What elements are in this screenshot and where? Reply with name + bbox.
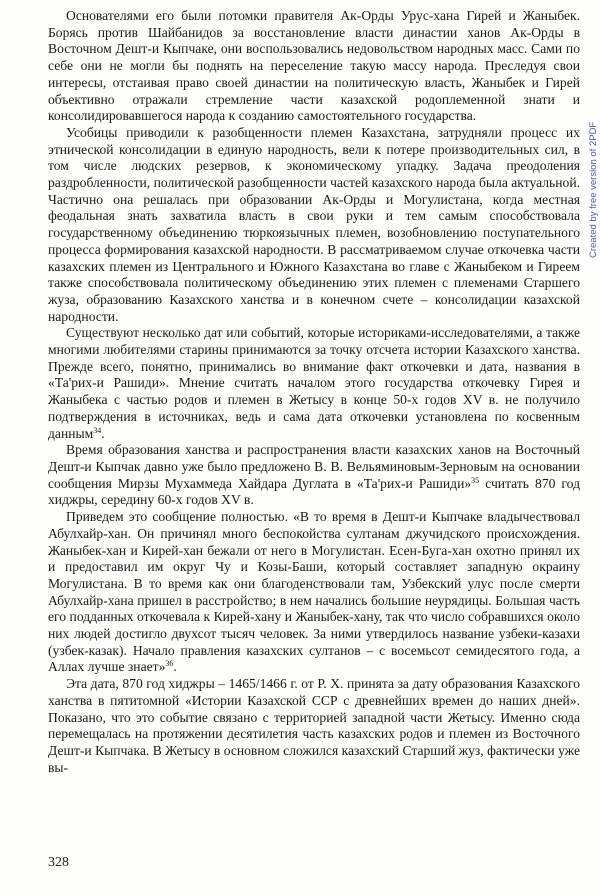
footnote-ref-36: 36 bbox=[165, 659, 174, 669]
footnote-ref-34: 34 bbox=[93, 425, 102, 435]
footnote-ref-35: 35 bbox=[471, 475, 480, 485]
paragraph-5-text: Приведем это сообщение полностью. «В то время в Дешт-и Кыпчаке владычествовал Абулхайр-хан. Он причинял много беспокойства султанам джучидского происхождения. Жаныбек-хан и Кирей-хан бежали от него в Могулистан. Есен-Буга-хан охотно принял их и предоставил им округ Чу и Козы-Баши, который составляет западную окраину Могулистана. В то время как они благоденствовали там, Узбекский улус после смерти Абулхайр-хана пришел в расстройство; в нем начались большие неурядицы. Большая часть его подданных откочевала к Кирей-хану и Жаныбек-хану, так что число собравшихся около них людей достигло двухсот тысяч человек. За ними утвердилось название узбеки-казахи (узбек-казак). Начало правления казахских султанов – с восемьсот семидесятого года, а Аллах лучше знает» bbox=[48, 509, 580, 675]
paragraph-2 bbox=[48, 125, 580, 325]
paragraph-4-text: Время образования ханства и распространения власти казахских ханов на Восточный Дешт-и Кыпчак давно уже было предложено В. В. Вельяминовым-Зерновым на основании сообщения Мирзы Мухаммеда Хайдара Дуглата в «Та'рих-и Рашиди» bbox=[48, 442, 580, 491]
paragraph-4 bbox=[48, 442, 580, 509]
paragraph-3-text: Существуют несколько дат или событий, которые историками-исследователями, а также многими любителями старины принимаются за точку отсчета истории Казахского ханства. Прежде всего, понятно, принимались во внимание факт откочевки и дата, названия в «Та'рих-и Рашиди». Мнение считать началом этого государства откочевку Гирея и Жаныбека с частью родов и племен в Жетысу в конце 50-х годов XV в. не получило подтверждения в источниках, ведь и сама дата откочевки установлена по косвенным данным bbox=[48, 325, 580, 441]
paragraph-2-text: Усобицы приводили к разобщенности племен Казахстана, затрудняли процесс их этнической консолидации в единую народность, вели к потере производительных сил, в том числе людских резервов, к экономическому упадку. Задача преодоления раздробленности, политической разобщенности частей казахского народа была актуальной. Частично она решалась при образовании Ак-Орды и Могулистана, когда местная феодальная знать захватила власть в свои руки и тем самым способствовала государственному объединению тюркоязычных племен, возобновлению поступательного процесса формирования казахской народности. В рассматриваемом случае откочевка части казахских племен из Центрального и Южного Казахстана во главе с Жаныбеком и Гиреем также способствовала политическому объединению этих племен с племенами Старшего жуза, образованию Казахского ханства и в конечном счете – консолидации казахской народности. bbox=[48, 124, 580, 324]
body-text bbox=[48, 8, 580, 776]
watermark-text: Created by free version of 2PDF bbox=[588, 121, 599, 258]
paragraph-4-tail: считать 870 год хиджры, середину 60-х годов XV в. bbox=[48, 475, 580, 508]
paragraph-1-text: Основателями его были потомки правителя Ак-Орды Урус-хана Гирей и Жаныбек. Борясь против Шайбанидов за восстановление власти династии ханов Ак-Орды в Восточном Дешт-и Кыпчаке, они воспользовались недовольством народных масс. Сами по себе они не могли бы поднять на переселение такую массу народа. Преследуя свои интересы, отстаивая право своей династии на политическую власть, Жаныбек и Гирей объективно отражали стремление части казахской родоплеменной знати и консолидировавшегося народа к созданию самостоятельного государства. bbox=[48, 8, 580, 124]
paragraph-3: Существуют несколько дат или событий, которые историками-исследователями, а также многими любителями старины принимаются за точку отсчета истории Казахского ханства. Прежде всего, понятно, принимались во внимание факт откочевки и дата, названия в «Та'рих-и Рашиди». Мнение считать началом этого государства откочевку Гирея и Жаныбека с частью родов и племен в Жетысу в конце 50-х годов XV в. не получило подтверждения в источниках, ведь и сама дата откочевки установлена по косвенным данным$^{34}$. bbox=[48, 325, 580, 441]
paragraph-1 bbox=[48, 8, 580, 125]
page-number: 328 bbox=[48, 855, 69, 870]
paragraph-6 bbox=[48, 676, 580, 776]
paragraph-5-tail: . bbox=[173, 659, 177, 675]
paragraph-6-text: Эта дата, 870 год хиджры – 1465/1466 г. от Р. Х. принята за дату образования Казахского ханства в пятитомной «Истории Казахской ССР с древнейших времен до наших дней». Показано, что это событие связано с территорией западной части Жетысу. Именно сюда перемещалась на протяжении десятилетия часть казахских родов и племен из Восточного Дешт-и Кыпчака. В Жетысу в основном сложился казахский Старший жуз, фактически уже вы- bbox=[48, 676, 580, 775]
paragraph-5 bbox=[48, 509, 580, 676]
